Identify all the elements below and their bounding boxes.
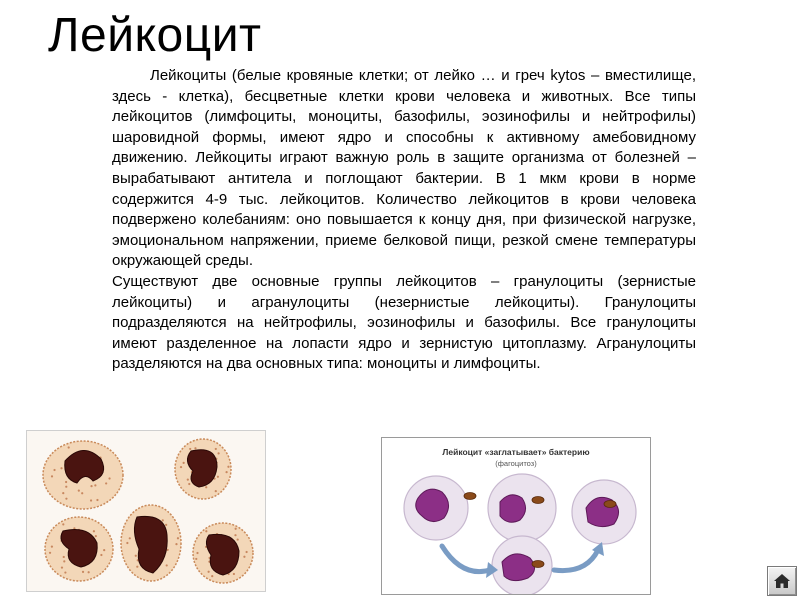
phagocytosis-illustration [381,437,651,595]
phagocytosis-drawing [382,438,650,594]
bacterium [532,497,544,504]
phagocyte-step-3 [572,480,636,544]
phagocytosis-subcaption: (фагоцитоз) [495,459,537,468]
phagocyte-step-4 [492,536,552,594]
paragraph-1: Лейкоциты (белые кровяные клетки; от лейко … и греч kytos – вместилище, здесь - клетка), бесцветные клетки крови человека и животных. Все типы лейкоцитов (лимфоциты, моноциты, базофилы, эозинофилы и нейтрофилы) шаровидной формы, имеют ядро и способны к активному амебовидному движению. Лейкоциты играют важную роль в защите организма от болезней – вырабатывают антитела и поглощают бактерии. В 1 мкм крови в норме содержится 4-9 тыс. лейкоцитов. Количество лейкоцитов в крови человека подвержено колебаниям: оно повышается к концу дня, при физической нагрузке, эмоциональном напряжении, приеме белковой пищи, резкой смене температуры окружающей среды. [112,67,696,270]
bacterium [604,501,616,508]
lymphocyte-cell [193,523,253,583]
home-icon [772,571,792,591]
bacterium [532,561,544,568]
paragraph-2: Существуют две основные группы лейкоцитов – гранулоциты (зернистые лейкоциты) и агранулоциты (незернистые лейкоциты). Гранулоциты подразделяются на нейтрофилы, эозинофилы и базофилы. Все гранулоциты имеют разделенное на лопасти ядро и зернистую цитоплазму. Агранулоциты разделяются на два основных типа: моноциты и лимфоциты. [112,272,696,373]
phagocyte-step-2 [488,474,556,542]
monocyte-cell [121,505,181,581]
leukocyte-micrograph-drawing [27,431,265,591]
phagocytosis-caption: Лейкоцит «заглатывает» бактерию [442,447,590,457]
phagocyte-step-1 [404,476,476,540]
eosinophil-cell [175,439,231,499]
leukocyte-micrograph [26,430,266,592]
body-text [112,66,696,375]
home-button[interactable] [767,566,797,596]
neutrophil-cell [43,441,123,509]
page-title: Лейкоцит [48,9,262,62]
bacterium [464,493,476,500]
basophil-cell [45,517,113,581]
